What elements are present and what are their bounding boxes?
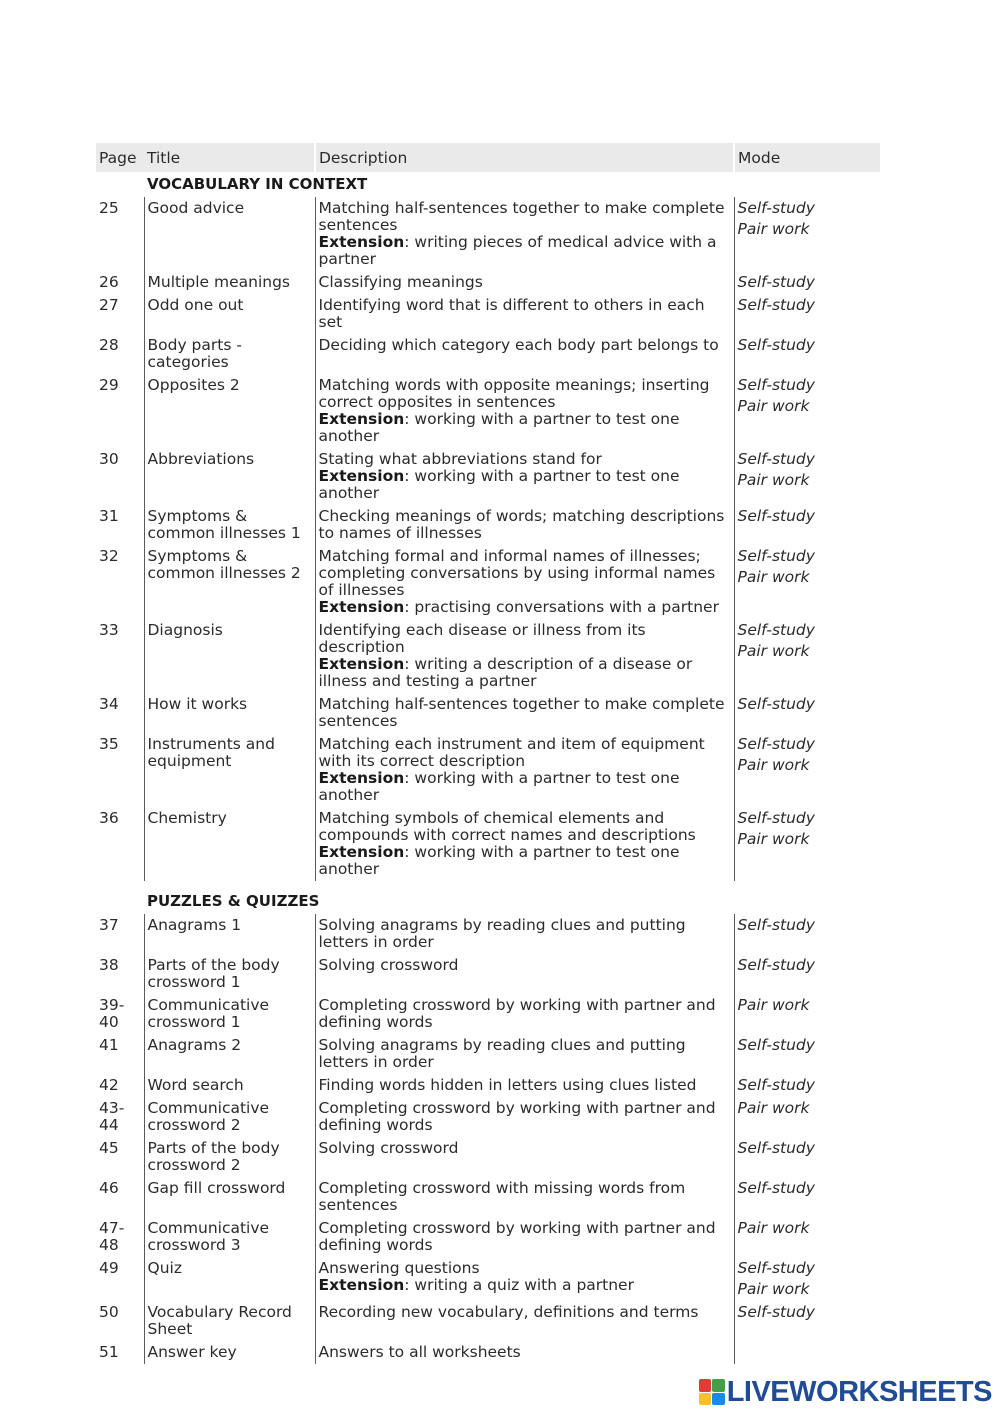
worksheet-description (315, 505, 734, 545)
worksheet-title: Body parts - categories (144, 334, 315, 374)
table-row (96, 334, 880, 374)
page-number: 38 (99, 956, 119, 974)
worksheet-description (315, 1034, 734, 1074)
description-line (319, 377, 730, 411)
mode-label: Self-study (737, 1076, 815, 1094)
work-mode (734, 294, 880, 334)
logo-tile (699, 1393, 712, 1406)
description-text: Classifying meanings (318, 273, 483, 291)
table-row (96, 448, 880, 505)
header-page: Page (96, 143, 144, 172)
worksheet-description (315, 1301, 734, 1341)
description-text: Matching half-sentences together to make complete sentences (318, 199, 725, 234)
description-text: Matching symbols of chemical elements and compounds with correct names and descriptions (318, 809, 696, 844)
worksheet-title: Anagrams 1 (144, 914, 315, 954)
extension-label: Extension (318, 598, 405, 616)
header-title: Title (144, 143, 315, 172)
header-description: Description (315, 143, 734, 172)
description-text: Solving crossword (318, 956, 459, 974)
worksheet-description (315, 807, 734, 881)
worksheet-title: Communicative crossword 1 (144, 994, 315, 1034)
table-row (96, 693, 880, 733)
page-number: 29 (99, 376, 119, 394)
worksheet-title: Parts of the body crossword 2 (144, 1137, 315, 1177)
mode-label: Self-study (737, 450, 815, 468)
work-mode (734, 1301, 880, 1341)
worksheet-description (315, 914, 734, 954)
description-text: Recording new vocabulary, definitions and terms (318, 1303, 699, 1321)
page-number: 39-40 (99, 996, 125, 1031)
worksheet-description (315, 1341, 734, 1364)
description-line (319, 770, 730, 804)
description-line (319, 1140, 730, 1157)
mode-label: Self-study (737, 1303, 815, 1321)
section-heading: VOCABULARY IN CONTEXT (147, 175, 368, 193)
extension-label: Extension (318, 1276, 405, 1294)
extension-label: Extension (318, 233, 405, 251)
work-mode (734, 693, 880, 733)
description-text: Finding words hidden in letters using clues listed (318, 1076, 697, 1094)
worksheet-description (315, 448, 734, 505)
description-line (319, 997, 730, 1031)
worksheet-title: Anagrams 2 (144, 1034, 315, 1074)
description-line (319, 1220, 730, 1254)
worksheet-title: Diagnosis (144, 619, 315, 693)
worksheet-title: Vocabulary Record Sheet (144, 1301, 315, 1341)
description-line (319, 1077, 730, 1094)
description-text: Solving anagrams by reading clues and putting letters in order (318, 1036, 686, 1071)
logo-tile (712, 1393, 725, 1406)
worksheet-description (315, 1257, 734, 1301)
logo-text: LIVEWORKSHEETS (726, 1375, 992, 1408)
worksheet-title: How it works (144, 693, 315, 733)
section-heading-row (96, 172, 880, 197)
description-text: Completing crossword by working with partner and defining words (318, 1219, 716, 1254)
mode-label: Pair work (737, 642, 810, 660)
mode-label: Self-study (737, 1259, 815, 1277)
worksheet-description (315, 334, 734, 374)
table-row (96, 1301, 880, 1341)
mode-label: Self-study (737, 621, 815, 639)
description-text: : working with a partner to test one another (318, 843, 680, 878)
description-line (319, 411, 730, 445)
worksheet-description (315, 619, 734, 693)
description-text: Stating what abbreviations stand for (318, 450, 602, 468)
section-heading: PUZZLES & QUIZZES (147, 892, 320, 910)
work-mode (734, 1217, 880, 1257)
table-row (96, 1257, 880, 1301)
contents-table (96, 143, 880, 1364)
page-number: 30 (99, 450, 119, 468)
work-mode (734, 545, 880, 619)
work-mode (734, 1137, 880, 1177)
worksheet-title: Good advice (144, 197, 315, 271)
mode-label: Self-study (737, 809, 815, 827)
description-text: Checking meanings of words; matching descriptions to names of illnesses (318, 507, 725, 542)
mode-label: Self-study (737, 273, 815, 291)
liveworksheets-logo (699, 1374, 992, 1410)
page-number: 32 (99, 547, 119, 565)
mode-label: Self-study (737, 735, 815, 753)
table-row (96, 197, 880, 271)
description-line (319, 234, 730, 268)
worksheet-title: Communicative crossword 2 (144, 1097, 315, 1137)
worksheet-title: Symptoms & common illnesses 2 (144, 545, 315, 619)
extension-label: Extension (318, 410, 405, 428)
section-spacer (96, 172, 144, 197)
worksheet-description (315, 374, 734, 448)
worksheet-title: Answer key (144, 1341, 315, 1364)
page-number: 49 (99, 1259, 119, 1277)
description-line (319, 337, 730, 354)
mode-label: Pair work (737, 830, 810, 848)
page-number: 37 (99, 916, 119, 934)
worksheet-title: Word search (144, 1074, 315, 1097)
page-number: 25 (99, 199, 119, 217)
work-mode (734, 914, 880, 954)
description-line (319, 656, 730, 690)
work-mode (734, 733, 880, 807)
description-text: Matching half-sentences together to make complete sentences (318, 695, 725, 730)
worksheet-title: Parts of the body crossword 1 (144, 954, 315, 994)
description-line (319, 274, 730, 291)
mode-label: Pair work (737, 1099, 810, 1117)
mode-label: Pair work (737, 1280, 810, 1298)
description-text: : writing pieces of medical advice with a partner (318, 233, 717, 268)
table-row (96, 954, 880, 994)
page-number: 27 (99, 296, 119, 314)
mode-label: Pair work (737, 568, 810, 586)
worksheet-title: Symptoms & common illnesses 1 (144, 505, 315, 545)
worksheet-title: Instruments and equipment (144, 733, 315, 807)
description-text: Matching words with opposite meanings; inserting correct opposites in sentences (318, 376, 710, 411)
header-mode: Mode (734, 143, 880, 172)
page-number: 34 (99, 695, 119, 713)
mode-label: Self-study (737, 547, 815, 565)
mode-label: Pair work (737, 1219, 810, 1237)
description-line (319, 297, 730, 331)
worksheet-description (315, 545, 734, 619)
mode-label: Self-study (737, 296, 815, 314)
section-spacer (96, 881, 144, 914)
worksheet-title: Odd one out (144, 294, 315, 334)
mode-label: Self-study (737, 1139, 815, 1157)
table-header-row (96, 143, 880, 172)
table-row (96, 1217, 880, 1257)
description-text: : working with a partner to test one another (318, 467, 680, 502)
mode-label: Pair work (737, 996, 810, 1014)
table-row (96, 733, 880, 807)
work-mode (734, 954, 880, 994)
logo-mark-icon (699, 1379, 725, 1405)
worksheet-description (315, 954, 734, 994)
page-number: 41 (99, 1036, 119, 1054)
mode-label: Pair work (737, 471, 810, 489)
page-number: 46 (99, 1179, 119, 1197)
description-text: Deciding which category each body part belongs to (318, 336, 719, 354)
table-row (96, 1341, 880, 1364)
table-row (96, 294, 880, 334)
worksheet-title: Quiz (144, 1257, 315, 1301)
page-number: 36 (99, 809, 119, 827)
page-number: 50 (99, 1303, 119, 1321)
table-row (96, 1034, 880, 1074)
worksheet-description (315, 1217, 734, 1257)
table-row (96, 914, 880, 954)
description-line (319, 451, 730, 468)
worksheet-title: Chemistry (144, 807, 315, 881)
mode-label: Self-study (737, 507, 815, 525)
table-row (96, 994, 880, 1034)
mode-label: Self-study (737, 1036, 815, 1054)
mode-label: Self-study (737, 695, 815, 713)
page-number: 26 (99, 273, 119, 291)
description-line (319, 200, 730, 234)
description-line (319, 844, 730, 878)
table-row (96, 1074, 880, 1097)
worksheet-description (315, 197, 734, 271)
work-mode (734, 334, 880, 374)
page-number: 33 (99, 621, 119, 639)
description-text: Identifying each disease or illness from its description (318, 621, 646, 656)
worksheet-title: Opposites 2 (144, 374, 315, 448)
page-number: 45 (99, 1139, 119, 1157)
work-mode (734, 505, 880, 545)
description-line (319, 548, 730, 599)
worksheet-description (315, 271, 734, 294)
work-mode (734, 1074, 880, 1097)
logo-tile (699, 1379, 712, 1392)
table-row (96, 619, 880, 693)
work-mode (734, 1341, 880, 1364)
description-line (319, 1304, 730, 1321)
description-line (319, 622, 730, 656)
description-line (319, 917, 730, 951)
page-number: 51 (99, 1343, 119, 1361)
work-mode (734, 448, 880, 505)
mode-label: Pair work (737, 756, 810, 774)
description-text: Matching formal and informal names of illnesses; completing conversations by using informal names of illnesses (318, 547, 716, 599)
description-line (319, 1180, 730, 1214)
worksheet-title: Multiple meanings (144, 271, 315, 294)
mode-label: Pair work (737, 220, 810, 238)
description-line (319, 1277, 730, 1294)
mode-label: Pair work (737, 397, 810, 415)
description-text: : writing a quiz with a partner (404, 1276, 634, 1294)
description-text: Solving anagrams by reading clues and putting letters in order (318, 916, 686, 951)
work-mode (734, 807, 880, 881)
worksheet-description (315, 1137, 734, 1177)
page-number: 42 (99, 1076, 119, 1094)
extension-label: Extension (318, 467, 405, 485)
description-line (319, 1344, 730, 1361)
logo-tile (712, 1379, 725, 1392)
mode-label: Self-study (737, 199, 815, 217)
description-line (319, 1037, 730, 1071)
description-text: : working with a partner to test one another (318, 410, 680, 445)
description-text: Answering questions (318, 1259, 480, 1277)
table-row (96, 1097, 880, 1137)
worksheet-title: Abbreviations (144, 448, 315, 505)
description-text: Completing crossword by working with partner and defining words (318, 996, 716, 1031)
page-number: 31 (99, 507, 119, 525)
worksheet-description (315, 994, 734, 1034)
description-text: Completing crossword with missing words from sentences (318, 1179, 686, 1214)
table-row (96, 1177, 880, 1217)
description-text: Identifying word that is different to others in each set (318, 296, 705, 331)
description-text: Completing crossword by working with partner and defining words (318, 1099, 716, 1134)
extension-label: Extension (318, 655, 405, 673)
mode-label: Self-study (737, 916, 815, 934)
worksheet-description (315, 294, 734, 334)
mode-label: Self-study (737, 956, 815, 974)
description-text: : writing a description of a disease or illness and testing a partner (318, 655, 693, 690)
page-number: 35 (99, 735, 119, 753)
work-mode (734, 994, 880, 1034)
page-number: 43-44 (99, 1099, 125, 1134)
work-mode (734, 374, 880, 448)
work-mode (734, 1257, 880, 1301)
description-text: Answers to all worksheets (318, 1343, 521, 1361)
table-row (96, 1137, 880, 1177)
page-number: 28 (99, 336, 119, 354)
description-line (319, 508, 730, 542)
table-row (96, 271, 880, 294)
worksheet-description (315, 1074, 734, 1097)
description-line (319, 736, 730, 770)
worksheet-title: Communicative crossword 3 (144, 1217, 315, 1257)
work-mode (734, 1034, 880, 1074)
description-line (319, 468, 730, 502)
description-line (319, 696, 730, 730)
mode-label: Self-study (737, 1179, 815, 1197)
worksheet-title: Gap fill crossword (144, 1177, 315, 1217)
table-row (96, 807, 880, 881)
table-body (96, 172, 880, 1364)
work-mode (734, 197, 880, 271)
description-line (319, 1260, 730, 1277)
description-line (319, 1100, 730, 1134)
worksheet-description (315, 1097, 734, 1137)
mode-label: Self-study (737, 376, 815, 394)
description-line (319, 810, 730, 844)
work-mode (734, 271, 880, 294)
worksheet-description (315, 1177, 734, 1217)
work-mode (734, 619, 880, 693)
work-mode (734, 1177, 880, 1217)
section-heading-row (96, 881, 880, 914)
table-row (96, 374, 880, 448)
work-mode (734, 1097, 880, 1137)
mode-label: Self-study (737, 336, 815, 354)
description-line (319, 599, 730, 616)
description-text: : practising conversations with a partner (404, 598, 719, 616)
description-text: : working with a partner to test one another (318, 769, 680, 804)
extension-label: Extension (318, 769, 405, 787)
extension-label: Extension (318, 843, 405, 861)
table-row (96, 545, 880, 619)
table-row (96, 505, 880, 545)
description-text: Solving crossword (318, 1139, 459, 1157)
description-line (319, 957, 730, 974)
page-number: 47-48 (99, 1219, 125, 1254)
worksheet-description (315, 733, 734, 807)
worksheet-description (315, 693, 734, 733)
description-text: Matching each instrument and item of equipment with its correct description (318, 735, 705, 770)
